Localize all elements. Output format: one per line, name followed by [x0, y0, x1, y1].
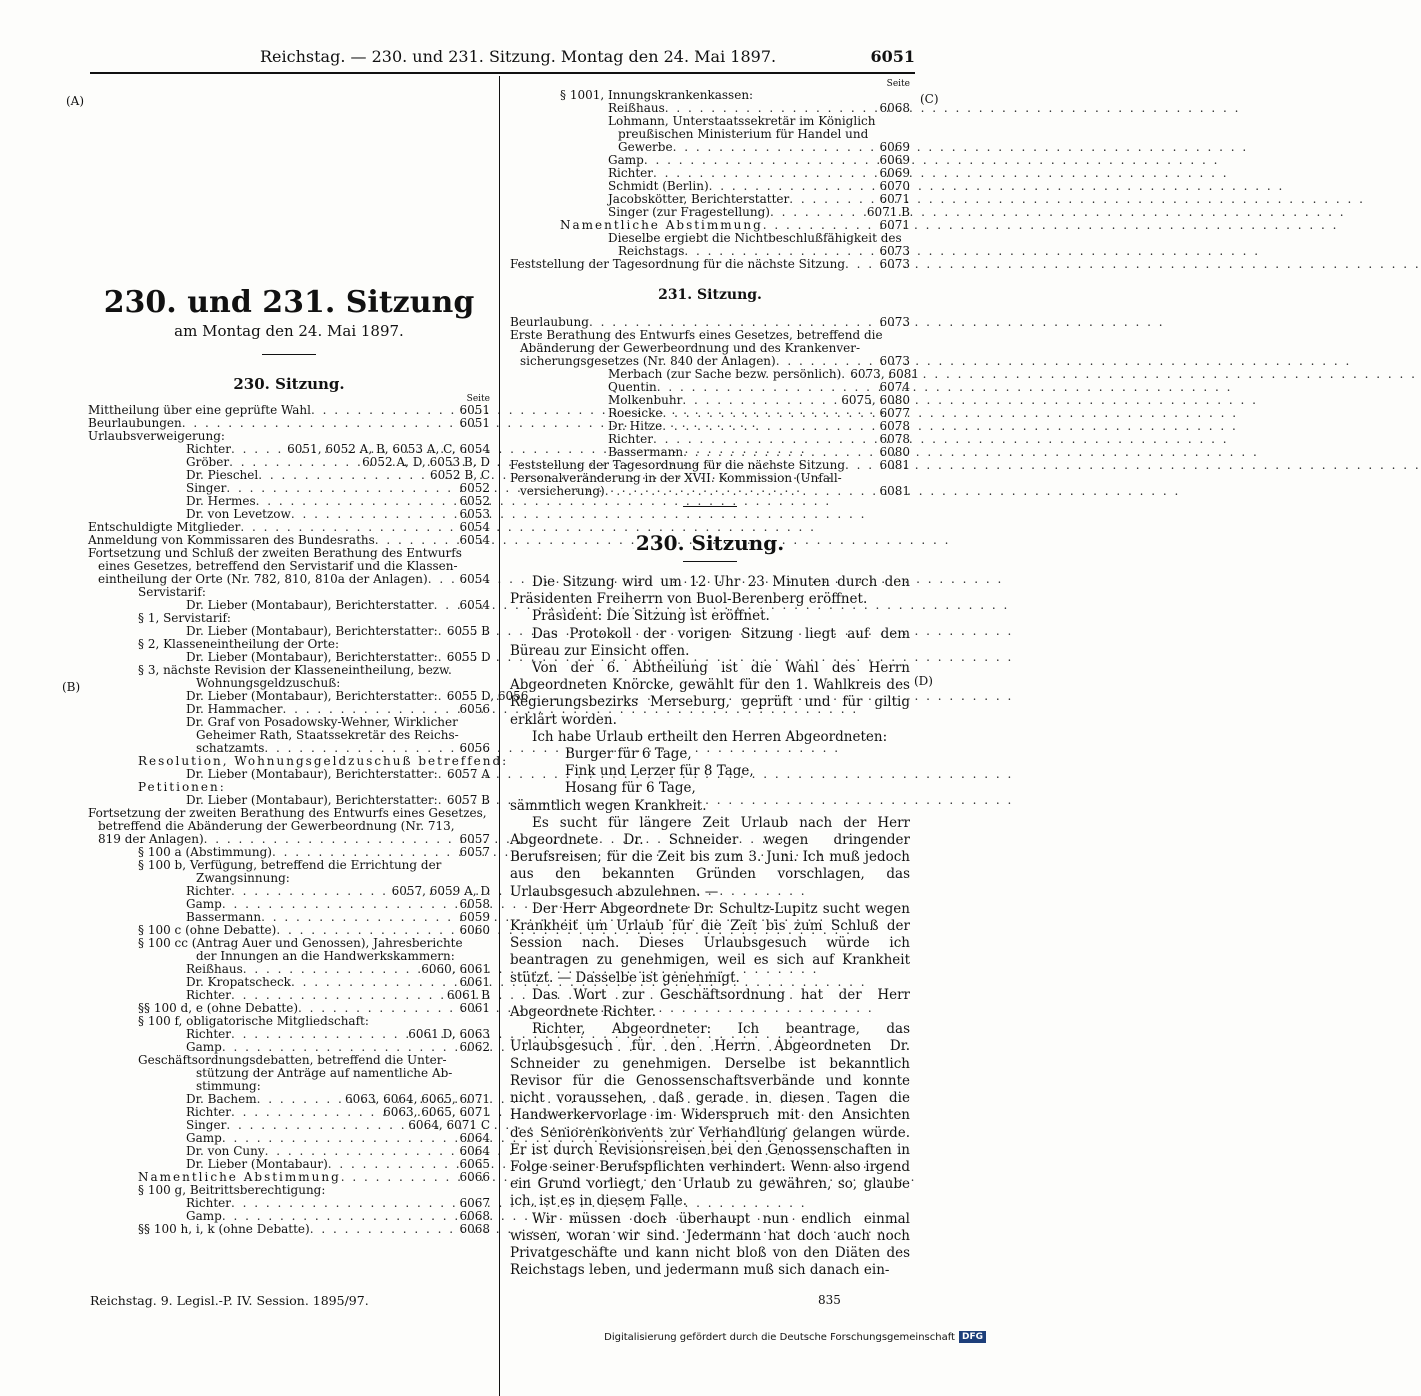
- toc-entry-text: schatzamts: [196, 741, 265, 755]
- toc-entry-text: Personalveränderung in der XVII. Kommission (Unfall-: [510, 471, 842, 485]
- toc-page-ref: 6061: [459, 1001, 490, 1015]
- toc-entry-text: stimmung:: [196, 1079, 261, 1093]
- toc-page-ref: 6069: [879, 166, 910, 180]
- toc-page-ref: 6080: [879, 445, 910, 459]
- toc-page-ref: 6073: [879, 257, 910, 271]
- toc-entry-text: Molkenbuhr: [608, 393, 683, 407]
- toc-entry-text: Geheimer Rath, Staatssekretär des Reichs-: [196, 728, 459, 742]
- dfg-credit-text: Digitalisierung gefördert durch die Deutsche Forschungsgemeinschaft: [604, 1331, 955, 1343]
- toc-page-ref: 6071: [879, 192, 910, 206]
- toc-page-ref: 6056: [459, 741, 490, 755]
- toc-entry-text: der Innungen an die Handwerkskammern:: [196, 949, 455, 963]
- toc-page-ref: 6081: [879, 458, 910, 472]
- title-rule: [262, 354, 316, 355]
- toc-entry-text: Merbach (zur Sache bezw. persönlich): [608, 367, 842, 381]
- body-paragraph: Ich habe Urlaub ertheilt den Herren Abgeordneten:: [532, 728, 888, 745]
- toc-entry-text: § 100 b, Verfügung, betreffend die Errichtung der: [138, 858, 442, 872]
- body-paragraph: Hosang für 6 Tage,: [565, 780, 696, 797]
- toc-list-230: [88, 403, 529, 1236]
- toc-entry-text: Reichstags: [618, 244, 685, 258]
- toc-entry-text: Bassermann: [608, 445, 684, 459]
- toc-page-ref: 6075, 6080: [841, 393, 910, 407]
- toc-page-ref: 6057 B: [446, 793, 490, 807]
- toc-page-ref: 6055 B: [446, 624, 490, 638]
- toc-dot-leader: [428, 573, 457, 586]
- toc-page-ref: 6063, 6065, 6071: [383, 1105, 490, 1119]
- toc-entry-text: versicherung): [520, 484, 605, 498]
- margin-mark-a: (A): [66, 94, 85, 108]
- toc-entry-text: Mittheilung über eine geprüfte Wahl: [88, 403, 311, 417]
- margin-mark-c: (C): [920, 92, 939, 106]
- toc-entry: [510, 485, 910, 498]
- toc-entry-text: Gamp: [186, 1209, 222, 1223]
- toc-page-ref: 6068: [459, 1222, 490, 1236]
- date-line: am Montag den 24. Mai 1897.: [174, 322, 404, 340]
- toc-page-ref: 6059: [459, 910, 490, 924]
- body-paragraph: sämmtlich wegen Krankheit.: [510, 797, 707, 814]
- toc-page-ref: 6054: [459, 533, 490, 547]
- toc-entry-text: Abänderung der Gewerbeordnung und des Krankenver-: [520, 341, 861, 355]
- header-title: Reichstag. — 230. und 231. Sitzung. Montag den 24. Mai 1897.: [260, 47, 777, 66]
- toc-page-ref: 6063, 6064, 6065, 6071: [344, 1092, 490, 1106]
- seite-label-left: Seite: [466, 394, 490, 404]
- toc-entry-text: Reißhaus: [186, 962, 243, 976]
- toc-entry-text: Dr. Hitze: [608, 419, 663, 433]
- toc-entry-text: Erste Berathung des Entwurfs eines Gesetzes, betreffend die: [510, 328, 883, 342]
- toc-entry-text: §§ 100 d, e (ohne Debatte): [138, 1001, 299, 1015]
- section-title-231: 231. Sitzung.: [658, 287, 762, 303]
- toc-page-ref: 6055 D: [446, 650, 491, 664]
- toc-dot-leader: [341, 1171, 457, 1184]
- dfg-credit: [604, 1331, 986, 1343]
- toc-entry-text: Dr. Graf von Posadowsky-Wehner, Wirklicher: [186, 715, 458, 729]
- body-paragraph: Richter, Abgeordneter: Ich beantrage, das Urlaubsgesuch für den Herrn Abgeordneten Dr. Schneider zu genehmigen. Derselbe ist bekanntlich Revisor für die Genossenschaftsverbände und konnte nicht voraussehen, daß gerade in diesen Tagen die Handwerkervorlage im Widerspruch mit den Ansichten des Seniorenkonvents zur Verhandlung gelangen würde. Er ist durch Revisionsreisen bei den Genossenschaften in Folge seiner Berufspflichten verhindert. Wenn also irgend ein Grund vorliegt, den Urlaub zu gewähren, so, glaube ich, ist es in diesem Falle.: [510, 1021, 910, 1210]
- toc-page-ref: 6053: [459, 507, 490, 521]
- toc-page-ref: 6068: [879, 101, 910, 115]
- session-rule: [683, 561, 737, 562]
- toc-entry-text: Dr. Bachem: [186, 1092, 257, 1106]
- column-divider: [499, 76, 500, 1396]
- toc-dot-leader: [434, 599, 457, 612]
- toc-page-ref: 6078: [879, 419, 910, 433]
- toc-page-ref: 6071: [879, 218, 910, 232]
- toc-entry-text: Dr. Lieber (Montabaur), Berichterstatter:: [186, 624, 438, 638]
- toc-page-ref: 6061: [459, 975, 490, 989]
- toc-page-ref: 6065: [459, 1157, 490, 1171]
- toc-end-rule: [683, 506, 737, 507]
- toc-page-ref: 6064, 6071 C: [408, 1118, 490, 1132]
- toc-page-ref: 6064: [459, 1131, 490, 1145]
- toc-entry-text: Singer: [186, 481, 227, 495]
- toc-page-ref: 6067: [459, 1196, 490, 1210]
- toc-entry-text: Singer (zur Fragestellung): [608, 205, 770, 219]
- toc-entry-text: Fortsetzung und Schluß der zweiten Berathung des Entwurfs: [88, 546, 462, 560]
- toc-page-ref: 6077: [879, 406, 910, 420]
- body-paragraph: Wir müssen doch überhaupt nun endlich einmal wissen, woran wir sind. Jedermann hat doch auch noch Privatgeschäfte und kann nicht bloß von den Diäten des Reichstags leben, und jedermann muß sich danach ein-: [510, 1210, 910, 1279]
- toc-entry-text: stützung der Anträge auf namentliche Ab-: [196, 1066, 453, 1080]
- toc-entry-text: Schmidt (Berlin): [608, 179, 709, 193]
- toc-page-ref: 6054: [459, 572, 490, 586]
- toc-page-ref: 6055 D, 6056: [446, 689, 529, 703]
- toc-page-ref: 6051: [459, 403, 490, 417]
- header-rule: [90, 72, 915, 74]
- toc-page-ref: 6062: [459, 1040, 490, 1054]
- toc-entry-text: eintheilung der Orte (Nr. 782, 810, 810a der Anlagen): [98, 572, 428, 586]
- toc-entry-text: Richter: [186, 1105, 231, 1119]
- toc-page-ref: 6061 D, 6063: [408, 1027, 490, 1041]
- toc-entry-text: eines Gesetzes, betreffend den Servistarif und die Klassen-: [98, 559, 458, 573]
- toc-entry-text: Dr. Hammacher: [186, 702, 283, 716]
- seite-label-right: Seite: [886, 79, 910, 89]
- toc-entry-text: § 100 g, Beitrittsberechtigung:: [138, 1183, 326, 1197]
- toc-entry-text: Beurlaubung: [510, 315, 589, 329]
- toc-entry-text: Resolution, Wohnungsgeldzuschuß betreffend:: [138, 754, 509, 768]
- toc-entry-text: § 2, Klasseneintheilung der Orte:: [138, 637, 340, 651]
- toc-entry-text: Urlaubsverweigerung:: [88, 429, 225, 443]
- body-paragraph: Es sucht für längere Zeit Urlaub nach der Herr Abgeordnete Dr. Schneider wegen dringender Berufsreisen, für die Zeit bis zum 3. Juni. Ich muß jedoch aus den bekannten Gründen vorschlagen, das Urlaubsgesuch abzulehnen. —: [510, 814, 910, 900]
- toc-entry-text: Dr. Hermes: [186, 494, 256, 508]
- toc-entry-text: Reißhaus: [608, 101, 665, 115]
- toc-page-ref: 6051: [459, 416, 490, 430]
- footer-legislature: Reichstag. 9. Legisl.-P. IV. Session. 1895/97.: [90, 1293, 369, 1308]
- toc-entry-text: Beurlaubungen: [88, 416, 182, 430]
- toc-entry-text: § 1, Servistarif:: [138, 611, 231, 625]
- running-header: [90, 47, 915, 69]
- toc-entry: [88, 1223, 490, 1236]
- toc-entry-text: Zwangsinnung:: [196, 871, 290, 885]
- toc-page-ref: 6057 A: [446, 767, 490, 781]
- toc-page-ref: 6066: [459, 1170, 490, 1184]
- body-paragraph: Das Wort zur Geschäftsordnung hat der Herr Abgeordnete Richter.: [510, 986, 910, 1021]
- left-column: [88, 80, 529, 1236]
- toc-entry: [88, 1067, 490, 1080]
- toc-entry-text: Quentin: [608, 380, 657, 394]
- toc-page-ref: 6060: [459, 923, 490, 937]
- toc-entry-text: Bassermann: [186, 910, 262, 924]
- toc-entry-text: Petitionen:: [138, 780, 226, 794]
- toc-entry-text: Feststellung der Tagesordnung für die nächste Sitzung: [510, 257, 846, 271]
- margin-mark-b: (B): [62, 680, 81, 694]
- toc-entry-text: Richter: [608, 166, 653, 180]
- toc-entry-text: Gamp: [186, 1131, 222, 1145]
- toc-entry-text: Geschäftsordnungsdebatten, betreffend die Unter-: [138, 1053, 447, 1067]
- toc-page-ref: 6060, 6061: [421, 962, 490, 976]
- toc-entry-text: Wohnungsgeldzuschuß:: [196, 676, 341, 690]
- toc-entry-text: Gamp: [186, 897, 222, 911]
- body-paragraph: Fink und Lerzer für 8 Tage,: [565, 763, 754, 780]
- toc-page-ref: 6056: [459, 702, 490, 716]
- toc-entry-text: sicherungsgesetzes (Nr. 840 der Anlagen): [520, 354, 776, 368]
- toc-entry-text: Dr. von Cuny: [186, 1144, 265, 1158]
- toc-page-ref: 6069: [879, 140, 910, 154]
- toc-entry-text: Dr. Lieber (Montabaur), Berichterstatter:: [186, 689, 438, 703]
- toc-page-ref: 6052 B, C: [430, 468, 490, 482]
- toc-page-ref: 6070: [879, 179, 910, 193]
- toc-entry-text: Dr. Lieber (Montabaur), Berichterstatter: [186, 598, 434, 612]
- toc-page-ref: 6054: [459, 598, 490, 612]
- toc-entry-text: Richter: [186, 442, 231, 456]
- toc-entry-text: Dr. Lieber (Montabaur), Berichterstatter:: [186, 793, 438, 807]
- section-title-230: 230. Sitzung.: [233, 375, 345, 393]
- toc-entry-text: § 100 f, obligatorische Mitgliedschaft:: [138, 1014, 369, 1028]
- toc-entry-text: 819 der Anlagen): [98, 832, 204, 846]
- toc-entry-text: § 100 cc (Antrag Auer und Genossen), Jahresberichte: [138, 936, 463, 950]
- body-paragraph: Der Herr Abgeordnete Dr. Schultz-Lupitz sucht wegen Krankheit um Urlaub für die Zeit bis zum Schluß der Session nach. Dieses Urlaubsgesuch würde ich beantragen zu genehmigen, weil es sich auf Krankheit stützt. — Dasselbe ist genehmigt.: [510, 900, 910, 986]
- toc-page-ref: 6071 B: [866, 205, 910, 219]
- toc-entry-text: Richter: [186, 1027, 231, 1041]
- toc-entry-text: § 3, nächste Revision der Klasseneintheilung, bezw.: [138, 663, 452, 677]
- toc-page-ref: 6052 A, D, 6053 B, D: [362, 455, 490, 469]
- margin-mark-d: (D): [914, 674, 933, 688]
- toc-entry-text: Dr. Kropatscheck: [186, 975, 291, 989]
- toc-entry-text: preußischen Ministerium für Handel und: [618, 127, 869, 141]
- toc-page-ref: 6057, 6059 A, D: [391, 884, 490, 898]
- toc-page-ref: 6058: [459, 897, 490, 911]
- toc-entry-text: Namentliche Abstimmung: [560, 218, 763, 232]
- toc-entry-text: Fortsetzung der zweiten Berathung des Entwurfs eines Gesetzes,: [88, 806, 487, 820]
- toc-entry-text: Richter: [186, 1196, 231, 1210]
- toc-page-ref: 6064: [459, 1144, 490, 1158]
- toc-entry-text: Jacobskötter, Berichterstatter: [608, 192, 790, 206]
- main-title: 230. und 231. Sitzung: [103, 285, 475, 320]
- toc-entry-text: Singer: [186, 1118, 227, 1132]
- toc-page-ref: 6057: [459, 845, 490, 859]
- body-paragraph: Das Protokoll der vorigen Sitzung liegt auf dem Büreau zur Einsicht offen.: [510, 625, 910, 659]
- toc-entry-text: betreffend die Abänderung der Gewerbeordnung (Nr. 713,: [98, 819, 455, 833]
- toc-entry-text: Roesicke: [608, 406, 663, 420]
- toc-page-ref: 6051, 6052 A, B, 6053 A, C, 6054: [287, 442, 490, 456]
- toc-entry-text: Gröber: [186, 455, 230, 469]
- toc-entry-text: Entschuldigte Mitglieder: [88, 520, 241, 534]
- body-paragraph: Präsident: Die Sitzung ist eröffnet.: [532, 608, 770, 625]
- toc-entry-text: Dr. Lieber (Montabaur): [186, 1157, 328, 1171]
- toc-entry: [510, 258, 910, 271]
- toc-entry-text: § 100 a (Abstimmung): [138, 845, 272, 859]
- toc-page-ref: 6069: [879, 153, 910, 167]
- toc-entry-text: Dieselbe ergiebt die Nichtbeschlußfähigkeit des: [608, 231, 902, 245]
- toc-entry-text: Dr. Pieschel: [186, 468, 259, 482]
- toc-entry-text: Dr. Lieber (Montabaur), Berichterstatter:: [186, 767, 438, 781]
- body-paragraph: Burger für 6 Tage,: [565, 746, 692, 763]
- toc-entry-text: § 1001, Innungskrankenkassen:: [560, 88, 754, 102]
- toc-page-ref: 6073, 6081: [850, 367, 919, 381]
- footer-sheet-number: 835: [818, 1293, 841, 1307]
- toc-dot-leader: [845, 258, 876, 271]
- toc-page-ref: 6052: [459, 481, 490, 495]
- toc-list-231: [510, 315, 919, 498]
- header-page-number: 6051: [870, 47, 915, 66]
- body-paragraph: Von der 6. Abtheilung ist die Wahl des Herrn Abgeordneten Knörcke, gewählt für den 1. Wahlkreis des Regierungsbezirks Merseburg, geprüft und für giltig erklärt worden.: [510, 660, 910, 728]
- toc-entry-text: Richter: [608, 432, 653, 446]
- right-column: [510, 79, 919, 1279]
- toc-entry-text: § 100 c (ohne Debatte): [138, 923, 277, 937]
- dfg-logo: DFG: [959, 1331, 986, 1343]
- toc-entry-text: Gamp: [608, 153, 644, 167]
- toc-entry-text: Gamp: [186, 1040, 222, 1054]
- toc-page-ref: 6061 B: [446, 988, 490, 1002]
- toc-entry-text: Dr. Lieber (Montabaur), Berichterstatter:: [186, 650, 438, 664]
- toc-page-ref: 6073: [879, 315, 910, 329]
- toc-entry-text: Gewerbe: [618, 140, 673, 154]
- toc-page-ref: 6052: [459, 494, 490, 508]
- toc-page-ref: 6073: [879, 244, 910, 258]
- toc-entry-text: Dr. von Levetzow: [186, 507, 291, 521]
- toc-page-ref: 6081: [879, 484, 910, 498]
- toc-page-ref: 6078: [879, 432, 910, 446]
- toc-entry-text: Servistarif:: [138, 585, 206, 599]
- toc-dot-leader: [605, 485, 877, 498]
- toc-list-230-continued: [510, 89, 910, 271]
- toc-page-ref: 6073: [879, 354, 910, 368]
- session-text: [510, 574, 910, 1279]
- toc-dot-leader: [310, 1223, 457, 1236]
- session-heading: 230. Sitzung.: [635, 531, 785, 555]
- body-paragraph: Die Sitzung wird um 12 Uhr 23 Minuten durch den Präsidenten Freiherrn von Buol-Berenberg eröffnet.: [510, 574, 910, 608]
- toc-page-ref: 6074: [879, 380, 910, 394]
- toc-entry-text: Richter: [186, 884, 231, 898]
- toc-entry-text: Feststellung der Tagesordnung für die nächste Sitzung: [510, 458, 846, 472]
- toc-entry-text: Anmeldung von Kommissaren des Bundesraths: [88, 533, 375, 547]
- toc-entry-text: Richter: [186, 988, 231, 1002]
- toc-dot-leader: [845, 459, 876, 472]
- toc-page-ref: 6054: [459, 520, 490, 534]
- toc-page-ref: 6068: [459, 1209, 490, 1223]
- toc-entry-text: §§ 100 h, i, k (ohne Debatte): [138, 1222, 310, 1236]
- toc-entry-text: Lohmann, Unterstaatssekretär im Königlich: [608, 114, 876, 128]
- toc-page-ref: 6057: [459, 832, 490, 846]
- toc-entry-text: Namentliche Abstimmung: [138, 1170, 341, 1184]
